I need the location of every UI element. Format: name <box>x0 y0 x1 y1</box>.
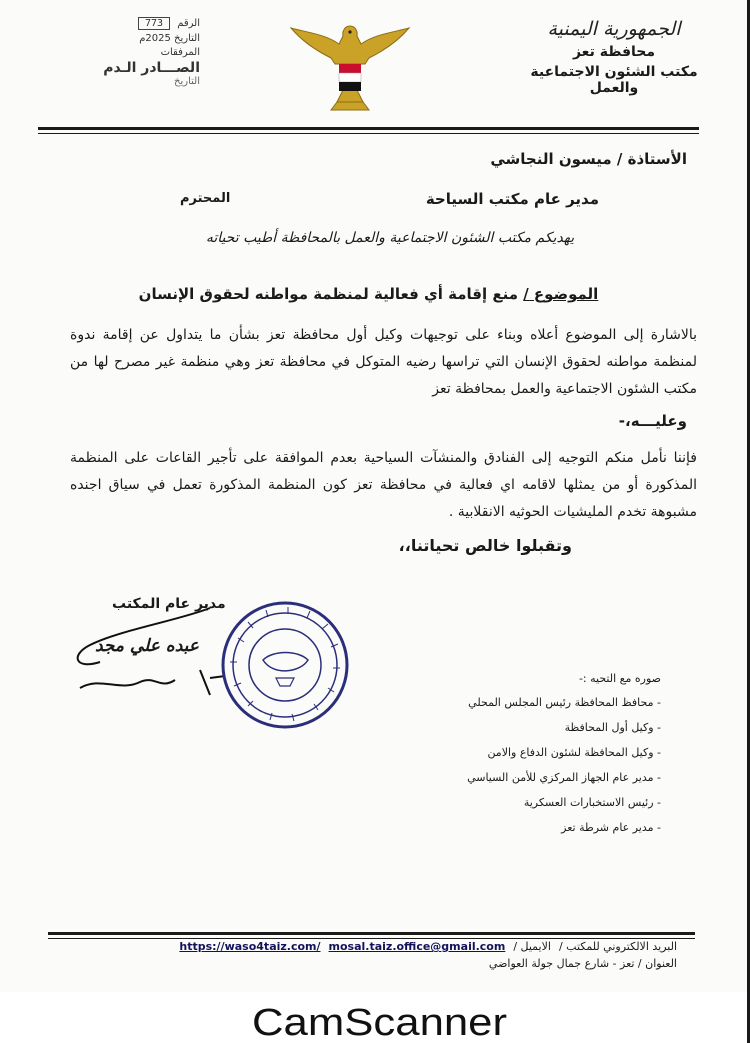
letterhead-right <box>509 18 719 96</box>
copy-recipient: - وكيل المحافظة لشئون الدفاع والامن <box>487 746 661 759</box>
eagle-emblem-icon <box>285 14 415 114</box>
copy-recipient: - محافظ المحافظة رئيس المجلس المحلي <box>468 696 661 709</box>
transition-word: وعليـــه،- <box>618 412 687 430</box>
addressee-position: مدير عام مكتب السياحة <box>425 190 599 208</box>
respect-word: المحترم <box>180 191 231 206</box>
copies-title: صوره مع التحيه :- <box>578 672 661 685</box>
copy-recipient: - مدير عام الجهاز المركزي للأمن السياسي <box>467 771 661 784</box>
office-name: مكتب الشئون الاجتماعية والعمل <box>530 64 698 96</box>
footer-divider <box>48 932 695 939</box>
email-label: البريد الالكتروني للمكتب / <box>558 940 677 953</box>
footer <box>179 940 677 970</box>
greeting-line: يهديكم مكتب الشئون الاجتماعية والعمل بالمحافظة أطيب تحياته <box>205 230 575 246</box>
email-link[interactable]: mosal.taiz.office@gmail.com <box>328 940 506 953</box>
copies-list <box>467 696 661 846</box>
attachments-row: المرفقات <box>160 47 200 58</box>
signatory-name: عبده علي مجد <box>95 636 199 656</box>
closing-line: وتقبلوا خالص تحياتنا،، <box>398 536 572 555</box>
copy-recipient: - وكيل أول المحافظة <box>564 721 661 734</box>
body-paragraph-2: فإننا نأمل منكم التوجيه إلى الفنادق والمنشآت السياحية بعدم الموافقة على تأجير القاعات على المنظمة المذكورة أو من يمثلها لاقامه اي فعالية في محافظة تعز كون المنظمة المذكورة تعمل في سياق اجنده مشبوهة تخدم المليشيات الحوثيه الانقلابية . <box>70 450 697 520</box>
reference-number-row: الرقم 773 <box>40 17 200 30</box>
copy-recipient: - رئيس الاستخبارات العسكرية <box>523 796 661 809</box>
scanner-watermark-strip <box>0 992 747 1043</box>
outgoing-date-label: التاريخ <box>174 76 200 87</box>
subject-text: منع إقامة أي فعالية لمنظمة مواطنه لحقوق الإنسان <box>138 285 518 303</box>
office-address: العنوان / تعز - شارع جمال جولة العواضي <box>488 957 677 970</box>
official-seal-icon <box>218 598 353 733</box>
body-paragraph-1: بالاشارة إلى الموضوع أعلاه وبناء على توجيهات وكيل أول محافظة تعز بشأن ما يتداول عن إقامة ندوة لمنظمة مواطنه لحقوق الإنسان التي تراسها رضيه المتوكل في محافظة تعز وهي منظمة غير مصرح لها من مكتب الشئون الاجتماعية والعمل بمحافظة تعز <box>70 327 697 397</box>
letterhead-left <box>40 14 200 124</box>
website-link[interactable]: https://waso4taiz.com/ <box>179 940 321 953</box>
header-divider <box>38 127 699 134</box>
reference-number: 773 <box>138 17 170 30</box>
governorate-name: محافظة تعز <box>572 44 656 60</box>
scanner-watermark: CamScanner <box>252 1002 508 1043</box>
date-value: 2025م <box>139 33 171 44</box>
outgoing-stamp-label: الصـــادر الـدم <box>103 60 200 76</box>
footer-contacts <box>179 940 677 953</box>
republic-name: الجمهورية اليمنية <box>547 18 681 40</box>
signatory-title: مدير عام المكتب <box>112 596 226 612</box>
email-label-2: الايميل / <box>513 940 551 953</box>
copy-recipient: - مدير عام شرطة تعز <box>561 821 661 834</box>
subject-line <box>80 285 657 303</box>
subject-label: الموضوع / <box>523 285 599 303</box>
addressee: الأستاذة / ميسون النجاشي <box>490 150 687 168</box>
date-row: التاريخ 2025م <box>139 33 200 44</box>
